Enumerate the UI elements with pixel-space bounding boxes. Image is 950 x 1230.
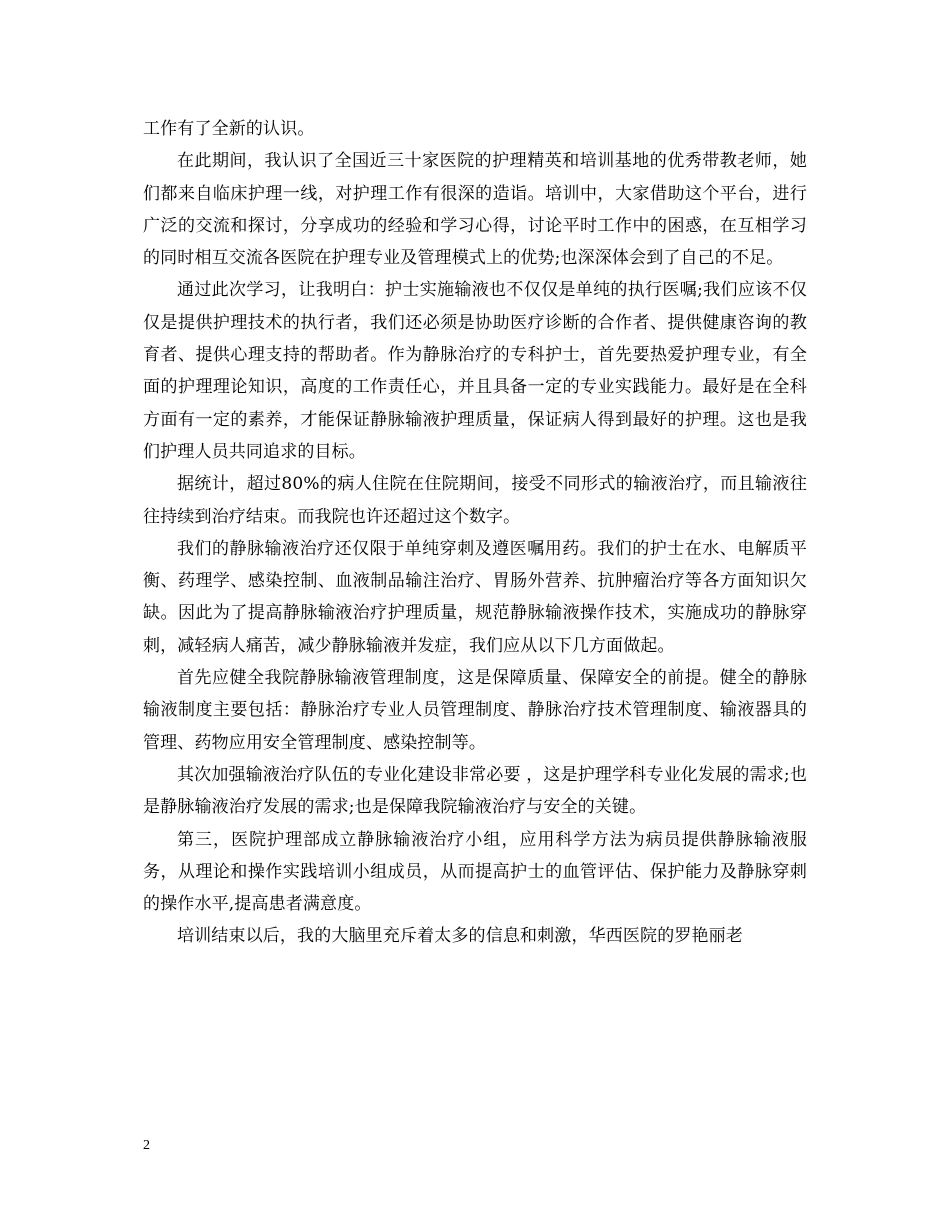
paragraph: 培训结束以后，我的大脑里充斥着太多的信息和刺激，华西医院的罗艳丽老 bbox=[177, 926, 743, 947]
paragraph: 首先应健全我院静脉输液管理制度，这是保障质量、保障安全的前提。健全的静脉输液制度主要包括：静脉治疗专业人员管理制度、静脉治疗技术管理制度、输液器具的管理、药物应用安全管理制度、感染控制等。 bbox=[143, 668, 807, 753]
page-number: 2 bbox=[143, 1138, 150, 1153]
document-body bbox=[143, 113, 807, 953]
paragraph: 第三，医院护理部成立静脉输液治疗小组，应用科学方法为病员提供静脉输液服务，从理论和操作实践培训小组成员，从而提高护士的血管评估、保护能力及静脉穿刺的操作水平,提高患者满意度。 bbox=[143, 829, 807, 915]
paragraph: 通过此次学习，让我明白：护士实施输液也不仅仅是单纯的执行医嘱;我们应该不仅仅是提供护理技术的执行者，我们还必须是协助医疗诊断的合作者、提供健康咨询的教育者、提供心理支持的帮助者。作为静脉治疗的专科护士，首先要热爱护理专业，有全面的护理理论知识，高度的工作责任心，并且具备一定的专业实践能力。最好是在全科方面有一定的素养，才能保证静脉输液护理质量，保证病人得到最好的护理。这也是我们护理人员共同追求的目标。 bbox=[143, 280, 807, 462]
paragraph-continued: 工作有了全新的认识。 bbox=[143, 119, 315, 139]
paragraph: 据统计，超过80%的病人住院在住院期间，接受不同形式的输液治疗，而且输液往往持续到治疗结束。而我院也许还超过这个数字。 bbox=[143, 474, 807, 527]
paragraph: 在此期间，我认识了全国近三十家医院的护理精英和培训基地的优秀带教老师，她们都来自临床护理一线，对护理工作有很深的造诣。培训中，大家借助这个平台，进行广泛的交流和探讨，分享成功的经验和学习心得，讨论平时工作中的困惑，在互相学习的同时相互交流各医院在护理专业及管理模式上的优势;也深深体会到了自己的不足。 bbox=[143, 151, 807, 269]
paragraph: 其次加强输液治疗队伍的专业化建设非常必要 ，这是护理学科专业化发展的需求;也是静脉输液治疗发展的需求;也是保障我院输液治疗与安全的关键。 bbox=[143, 764, 807, 818]
paragraph: 我们的静脉输液治疗还仅限于单纯穿刺及遵医嘱用药。我们的护士在水、电解质平衡、药理学、感染控制、血液制品输注治疗、胃肠外营养、抗肿瘤治疗等各方面知识欠缺。因此为了提高静脉输液治疗护理质量，规范静脉输液操作技术，实施成功的静脉穿刺，减轻病人痛苦，减少静脉输液并发症，我们应从以下几方面做起。 bbox=[143, 538, 807, 656]
